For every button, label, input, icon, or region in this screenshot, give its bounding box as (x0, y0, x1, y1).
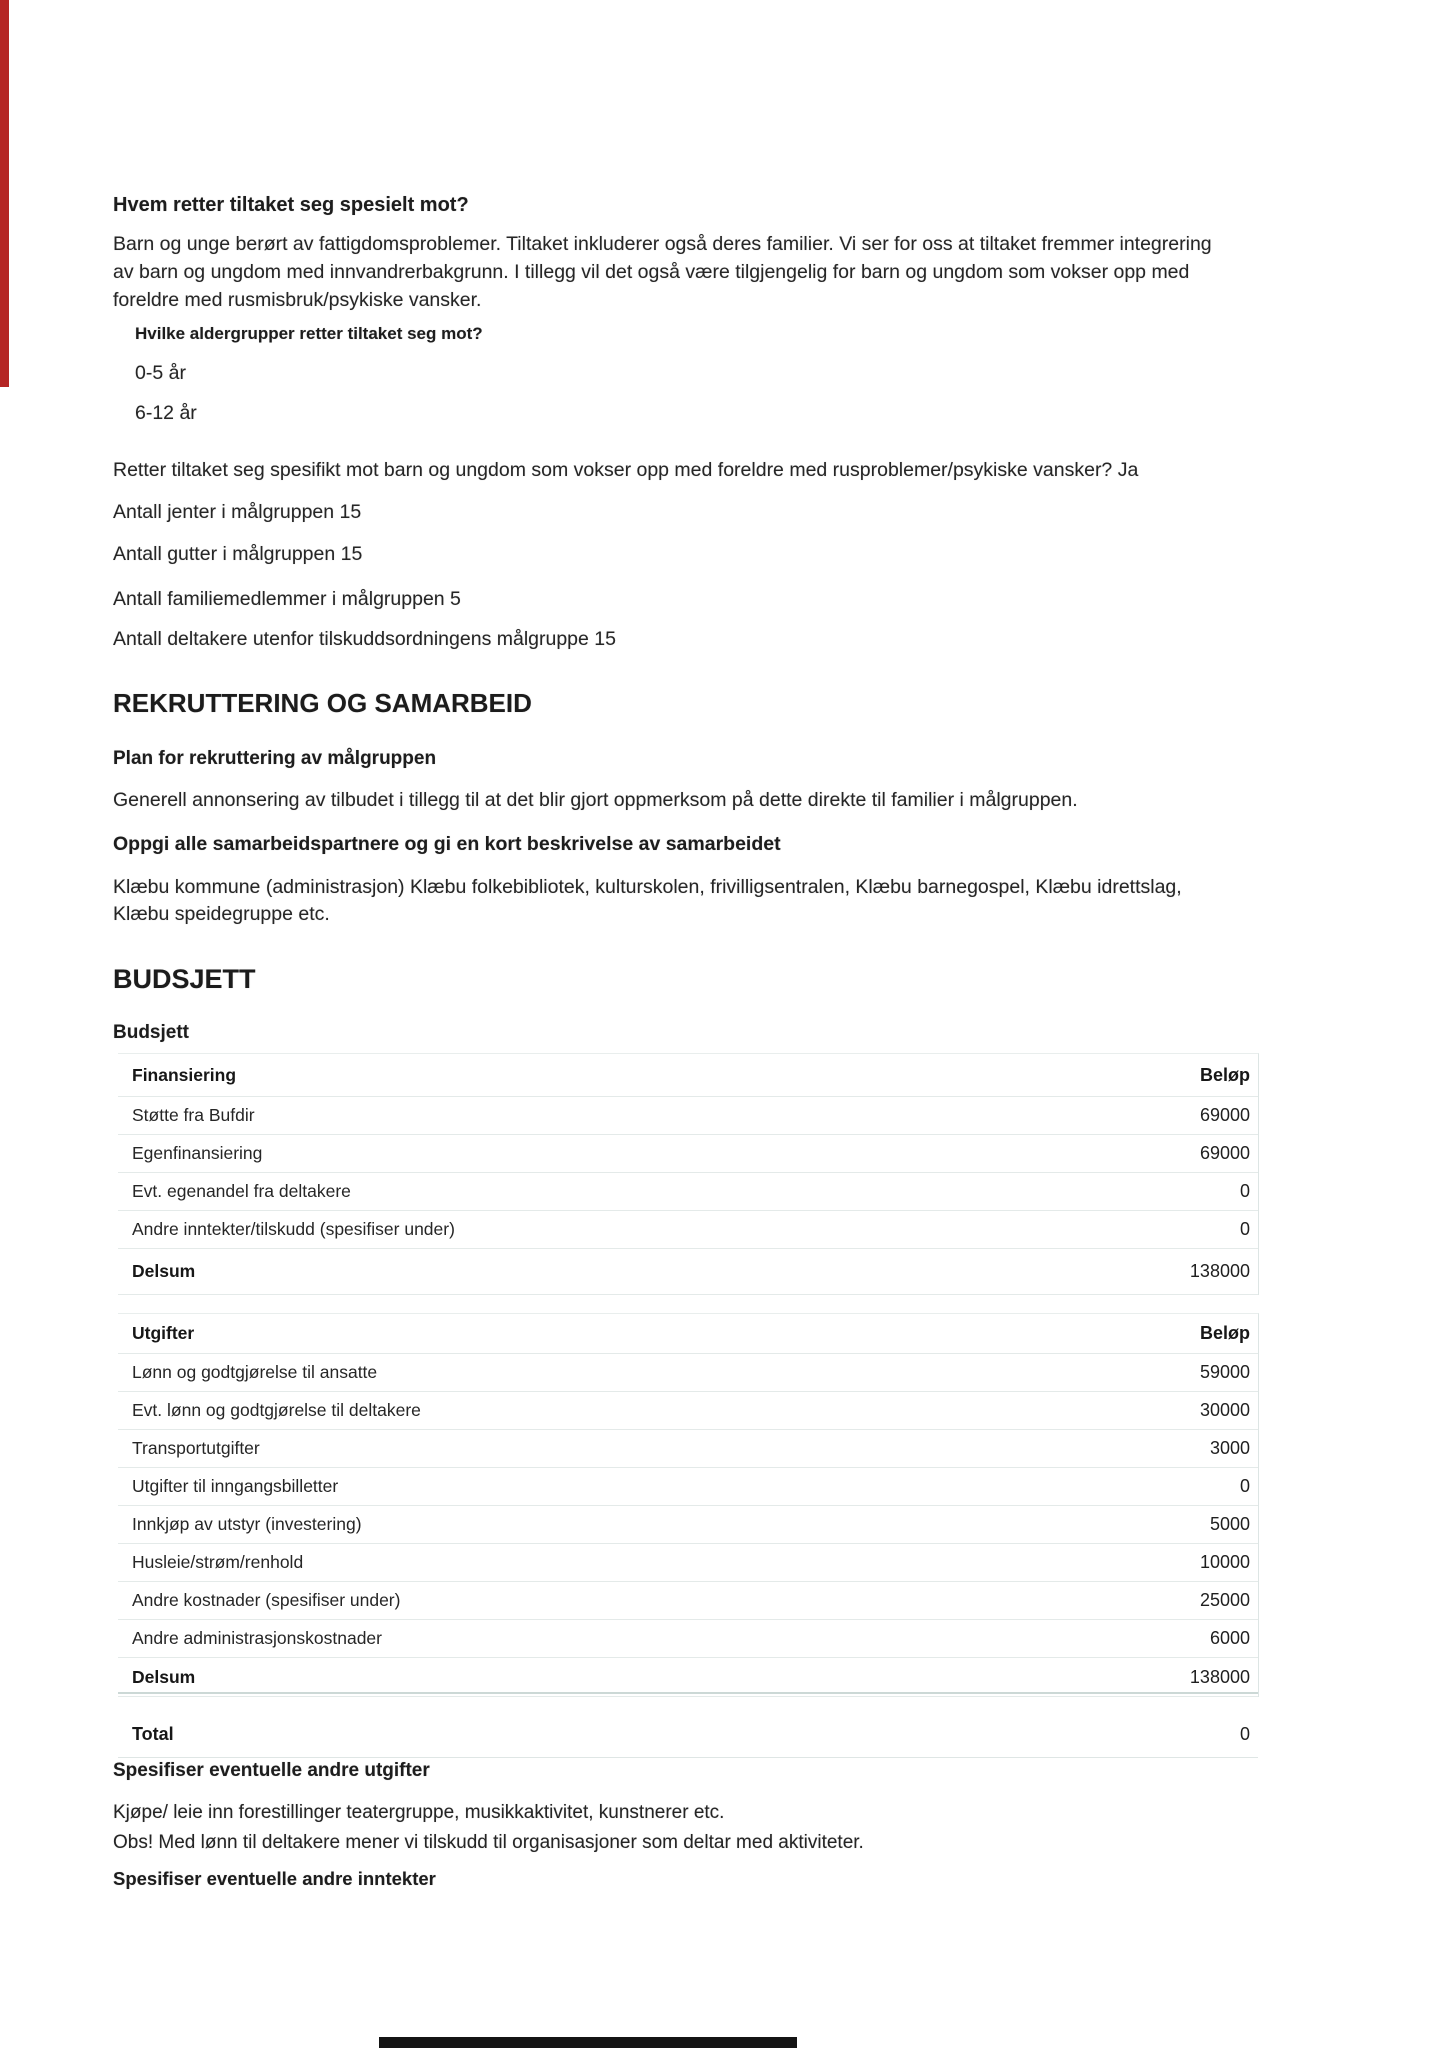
amount-column-header: Beløp (1199, 1323, 1250, 1343)
other-expenses-line: Obs! Med lønn til deltakere mener vi tilskudd til organisasjoner som deltar med aktiviteter. (113, 1832, 864, 1853)
row-label: Delsum (132, 1666, 196, 1687)
table-row (118, 1097, 1258, 1135)
qa-line-rus: Retter tiltaket seg spesifikt mot barn og ungdom som vokser opp med foreldre med rusproblemer/psykiske vansker? Ja (113, 459, 1139, 481)
row-value: 138000 (1189, 1261, 1250, 1281)
paragraph-line: av barn og ungdom med innvandrerbakgrunn. I tillegg vil det også være tilgjengelig for barn og ungdom som vokser opp med (113, 261, 1190, 283)
partners-line: Klæbu speidegruppe etc. (113, 903, 330, 925)
expenses-table (118, 1313, 1259, 1697)
table-header-row (118, 1314, 1258, 1354)
table-bottom-rule (118, 1692, 1258, 1694)
other-income-heading: Spesifiser eventuelle andre inntekter (113, 1868, 436, 1889)
table-subtotal-row (118, 1249, 1258, 1295)
table-row (118, 1430, 1258, 1468)
row-label: Andre inntekter/tilskudd (spesifiser under) (132, 1219, 455, 1239)
row-value: 5000 (1209, 1514, 1250, 1534)
row-value: 25000 (1199, 1590, 1250, 1610)
financing-table (118, 1053, 1259, 1295)
total-label: Total (132, 1724, 174, 1744)
row-label: Lønn og godtgjørelse til ansatte (132, 1362, 378, 1382)
row-value: 69000 (1199, 1143, 1250, 1163)
age-group-value: 0-5 år (135, 362, 186, 384)
row-value: 0 (1239, 1476, 1250, 1496)
row-label: Husleie/strøm/renhold (132, 1552, 304, 1572)
row-label: Transportutgifter (132, 1438, 260, 1458)
target-group-paragraph (113, 230, 1212, 314)
row-label: Utgifter til inngangsbilletter (132, 1476, 339, 1496)
table-row (118, 1582, 1258, 1620)
partners-text (113, 874, 1182, 928)
row-label: Egenfinansiering (132, 1143, 263, 1163)
row-value: 3000 (1209, 1438, 1250, 1458)
paragraph-line: foreldre med rusmisbruk/psykiske vansker. (113, 289, 482, 311)
other-expenses-text (113, 1798, 864, 1858)
row-value: 30000 (1199, 1400, 1250, 1420)
recruitment-plan-text: Generell annonsering av tilbudet i tillegg til at det blir gjort oppmerksom på dette direkte til familier i målgruppen. (113, 789, 1078, 811)
qa-line-gutter: Antall gutter i målgruppen 15 (113, 543, 363, 565)
section-heading-recruitment: REKRUTTERING OG SAMARBEID (113, 688, 532, 718)
table-row (118, 1173, 1258, 1211)
table-header-row (118, 1054, 1258, 1097)
row-value: 10000 (1199, 1552, 1250, 1572)
section-heading-target-group: Hvem retter tiltaket seg spesielt mot? (113, 194, 469, 216)
budget-subheading: Budsjett (113, 1022, 189, 1043)
row-label: Andre administrasjonskostnader (132, 1628, 382, 1648)
expenses-header: Utgifter (132, 1323, 195, 1343)
row-label: Delsum (132, 1261, 196, 1281)
row-value: 69000 (1199, 1105, 1250, 1125)
row-value: 0 (1239, 1219, 1250, 1239)
table-row (118, 1135, 1258, 1173)
row-label: Andre kostnader (spesifiser under) (132, 1590, 401, 1610)
partners-line: Klæbu kommune (administrasjon) Klæbu folkebibliotek, kulturskolen, frivilligsentralen, Klæbu barnegospel, Klæbu idrettslag, (113, 876, 1182, 898)
scan-artifact-red-edge (0, 0, 9, 387)
qa-line-familiemedlemmer: Antall familiemedlemmer i målgruppen 5 (113, 588, 461, 610)
table-row (118, 1211, 1258, 1249)
paragraph-line: Barn og unge berørt av fattigdomsproblemer. Tiltaket inkluderer også deres familier. Vi ser for oss at tiltaket fremmer integrering (113, 233, 1212, 255)
table-row (118, 1354, 1258, 1392)
row-label: Innkjøp av utstyr (investering) (132, 1514, 362, 1534)
total-row-inner (118, 1712, 1258, 1758)
recruitment-plan-heading: Plan for rekruttering av målgruppen (113, 748, 437, 769)
other-expenses-heading: Spesifiser eventuelle andre utgifter (113, 1760, 430, 1781)
table-row (118, 1392, 1258, 1430)
qa-line-jenter: Antall jenter i målgruppen 15 (113, 501, 362, 523)
partners-heading: Oppgi alle samarbeidspartnere og gi en kort beskrivelse av samarbeidet (113, 833, 781, 855)
row-value: 6000 (1209, 1628, 1250, 1648)
row-label: Evt. egenandel fra deltakere (132, 1181, 351, 1201)
total-value: 0 (1239, 1724, 1250, 1744)
section-heading-budget: BUDSJETT (113, 964, 256, 994)
row-value: 0 (1239, 1181, 1250, 1201)
table-row (118, 1506, 1258, 1544)
row-label: Evt. lønn og godtgjørelse til deltakere (132, 1400, 421, 1420)
row-label: Støtte fra Bufdir (132, 1105, 255, 1125)
amount-column-header: Beløp (1199, 1064, 1250, 1085)
row-value: 59000 (1199, 1362, 1250, 1382)
total-row (118, 1712, 1258, 1758)
other-expenses-line: Kjøpe/ leie inn forestillinger teatergruppe, musikkaktivitet, kunstnerer etc. (113, 1802, 725, 1823)
row-value: 138000 (1189, 1666, 1250, 1687)
table-row (118, 1620, 1258, 1658)
financing-header: Finansiering (132, 1064, 237, 1085)
age-group-value: 6-12 år (135, 402, 197, 424)
table-row (118, 1468, 1258, 1506)
table-row (118, 1544, 1258, 1582)
age-group-question: Hvilke aldergrupper retter tiltaket seg mot? (135, 324, 483, 343)
qa-line-deltakere: Antall deltakere utenfor tilskuddsordningens målgruppe 15 (113, 628, 616, 650)
scan-artifact-bottom-edge (379, 2037, 797, 2048)
